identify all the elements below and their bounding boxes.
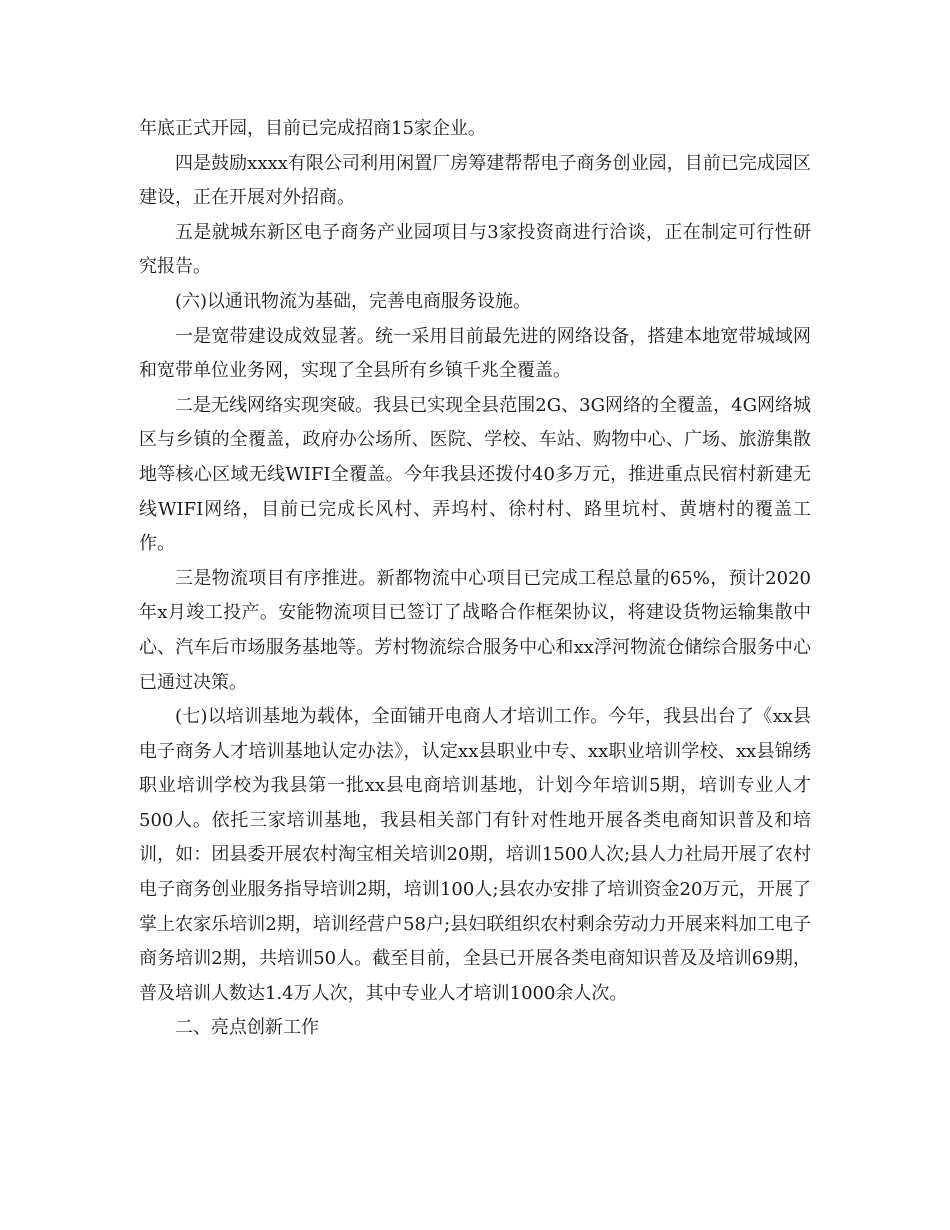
paragraph-broadband: 一是宽带建设成效显著。统一采用目前最先进的网络设备，搭建本地宽带城域网和宽带单位业务网，实现了全县所有乡镇千兆全覆盖。 — [139, 325, 811, 382]
paragraph-1: 年底正式开园，目前已完成招商15家企业。 — [139, 118, 486, 139]
paragraph-wireless: 二是无线网络实现突破。我县已实现全县范围2G、3G网络的全覆盖，4G网络城区与乡镇的全覆盖，政府办公场所、医院、学校、车站、购物中心、广场、旅游集散地等核心区域无线WIFI全覆盖。今年我县还拨付40多万元，推进重点民宿村新建无线WIFI网络，目前已完成长风村、弄坞村、徐村村、路里坑村、黄塘村的覆盖工作。 — [139, 394, 811, 555]
paragraph-logistics: 三是物流项目有序推进。新都物流中心项目已完成工程总量的65%，预计2020年x月竣工投产。安能物流项目已签订了战略合作框架协议，将建设货物运输集散中心、汽车后市场服务基地等。芳村物流综合服务中心和xx浮河物流仓储综合服务中心已通过决策。 — [139, 567, 811, 693]
paragraph-2: 四是鼓励xxxx有限公司利用闲置厂房筹建帮帮电子商务创业园，目前已完成园区建设，正在开展对外招商。 — [139, 152, 811, 209]
document-body — [139, 112, 811, 1046]
section-heading-highlights: 二、亮点创新工作 — [175, 1017, 319, 1039]
section-heading-6: (六)以通讯物流为基础，完善电商服务设施。 — [175, 290, 532, 312]
paragraph-training: (七)以培训基地为载体，全面铺开电商人才培训工作。今年，我县出台了《xx县电子商务人才培训基地认定办法》，认定xx县职业中专、xx职业培训学校、xx县锦绣职业培训学校为我县第一批xx县电商培训基地，计划今年培训5期，培训专业人才500人。依托三家培训基地，我县相关部门有针对性地开展各类电商知识普及和培训，如：团县委开展农村淘宝相关培训20期，培训1500人次;县人力社局开展了农村电子商务创业服务指导培训2期，培训100人;县农办安排了培训资金20万元，开展了掌上农家乐培训2期，培训经营户58户;县妇联组织农村剩余劳动力开展来料加工电子商务培训2期，共培训50人。截至目前，全县已开展各类电商知识普及及培训69期，普及培训人数达1.4万人次，其中专业人才培训1000余人次。 — [139, 706, 811, 1004]
paragraph-3: 五是就城东新区电子商务产业园项目与3家投资商进行洽谈，正在制定可行性研究报告。 — [139, 221, 811, 278]
